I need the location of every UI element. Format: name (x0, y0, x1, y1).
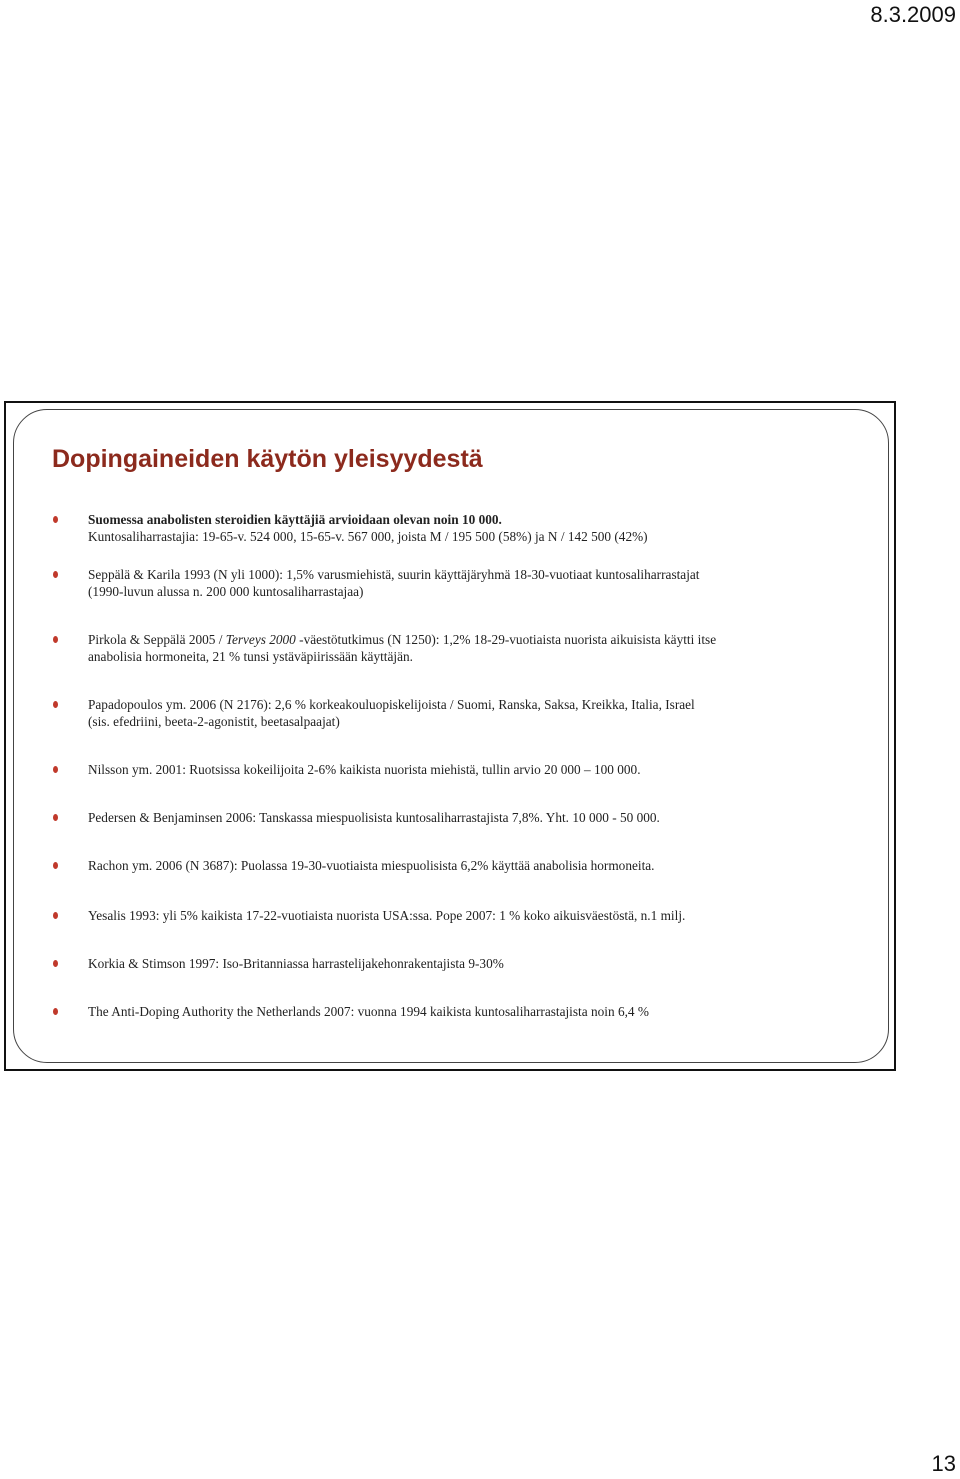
bullet-item (52, 631, 854, 665)
bullet-text: -väestötutkimus (N 1250): 1,2% 18-29-vuotiaista nuorista aikuisista käytti itse (295, 632, 717, 647)
bullet-item (52, 566, 854, 600)
slide-title: Dopingaineiden käytön yleisyydestä (52, 445, 483, 473)
bullet-item (52, 955, 854, 972)
bullet-text: anabolisia hormoneita, 21 % tunsi ystäväpiirissään käyttäjän. (88, 649, 413, 664)
bullet-item (52, 1003, 854, 1020)
bullet-text: (1990-luvun alussa n. 200 000 kuntosaliharrastajaa) (88, 584, 364, 599)
bullet-text: Papadopoulos ym. 2006 (N 2176): 2,6 % korkeakouluopiskelijoista / Suomi, Ranska, Saksa, Kreikka, Italia, Israel (88, 697, 695, 712)
bullet-item (52, 696, 854, 730)
bullet-text: Suomessa anabolisten steroidien käyttäjiä arvioidaan olevan noin 10 000. (88, 512, 502, 527)
bullet-text: Pedersen & Benjaminsen 2006: Tanskassa miespuolisista kuntosaliharrastajista 7,8%. Yht. 10 000 - 50 000. (88, 810, 660, 825)
bullet-item (52, 761, 854, 778)
bullet-item (52, 809, 854, 826)
bullet-text-line (88, 631, 854, 648)
header-date: 8.3.2009 (870, 2, 956, 27)
bullet-item (52, 857, 854, 874)
bullet-item (52, 511, 854, 545)
bullet-list (52, 511, 854, 1020)
bullet-text: Korkia & Stimson 1997: Iso-Britanniassa harrastelijakehonrakentajista 9-30% (88, 956, 504, 971)
bullet-item (52, 907, 854, 924)
bullet-text: Kuntosaliharrastajia: 19-65-v. 524 000, 15-65-v. 567 000, joista M / 195 500 (58%) ja N / 142 500 (42%) (88, 529, 648, 544)
bullet-text: The Anti-Doping Authority the Netherlands 2007: vuonna 1994 kaikista kuntosaliharrastajista noin 6,4 % (88, 1004, 649, 1019)
bullet-text: (sis. efedriini, beeta-2-agonistit, beetasalpaajat) (88, 714, 340, 729)
bullet-text: Rachon ym. 2006 (N 3687): Puolassa 19-30-vuotiaista miespuolisista 6,2% käyttää anabolisia hormoneita. (88, 858, 655, 873)
slide-frame (4, 401, 896, 1071)
bullet-text: Seppälä & Karila 1993 (N yli 1000): 1,5% varusmiehistä, suurin käyttäjäryhmä 18-30-vuotiaat kuntosaliharrastajat (88, 567, 700, 582)
page-number: 13 (931, 1451, 956, 1476)
bullet-text: Pirkola & Seppälä 2005 / (88, 632, 226, 647)
bullet-text: Nilsson ym. 2001: Ruotsissa kokeilijoita 2-6% kaikista nuorista miehistä, tullin arvio 20 000 – 100 000. (88, 762, 641, 777)
bullet-text-italic: Terveys 2000 (225, 632, 296, 647)
bullet-text: Yesalis 1993: yli 5% kaikista 17-22-vuotiaista nuorista USA:ssa. Pope 2007: 1 % koko aikuisväestöstä, n.1 milj. (88, 908, 686, 923)
